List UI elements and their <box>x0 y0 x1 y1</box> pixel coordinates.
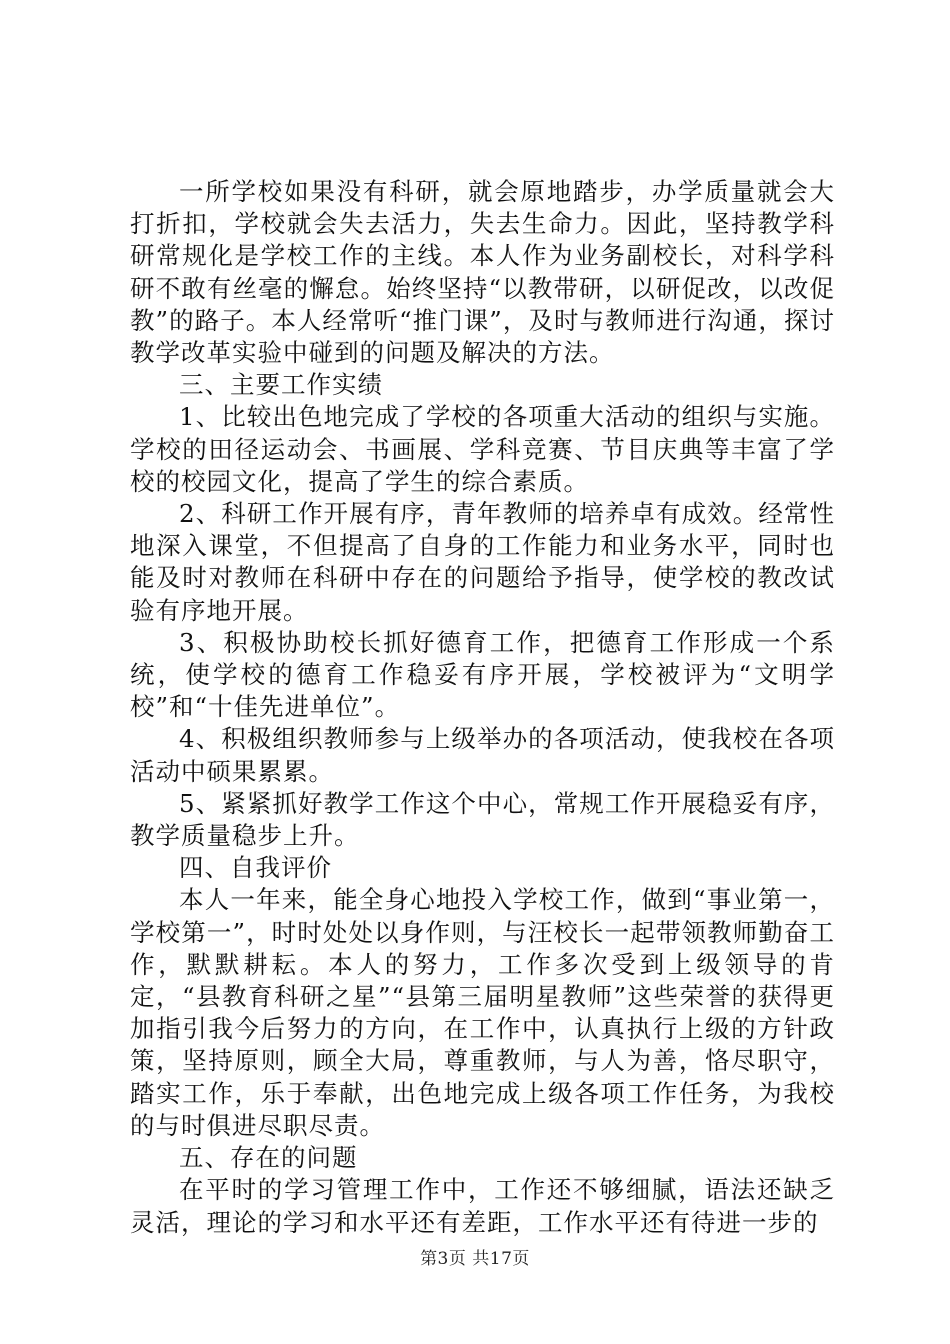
paragraph-achievement-4: 4、积极组织教师参与上级举办的各项活动，使我校在各项活动中硕果累累。 <box>130 724 835 786</box>
page-number-footer: 第3页 共17页 <box>420 1249 530 1269</box>
document-body <box>130 176 835 1239</box>
section-heading-self-evaluation: 四、自我评价 <box>179 853 332 883</box>
paragraph-achievement-3: 3、积极协助校长抓好德育工作，把德育工作形成一个系统，使学校的德育工作稳妥有序开展，学校被评为“文明学校”和“十佳先进单位”。 <box>130 627 835 722</box>
paragraph-achievement-1: 1、比较出色地完成了学校的各项重大活动的组织与实施。学校的田径运动会、书画展、学科竞赛、节目庆典等丰富了学校的校园文化，提高了学生的综合素质。 <box>130 402 835 496</box>
paragraph-achievement-5: 5、紧紧抓好教学工作这个中心，常规工作开展稳妥有序，教学质量稳步上升。 <box>130 788 835 851</box>
paragraph-self-evaluation: 本人一年来，能全身心地投入学校工作，做到“事业第一，学校第一”，时时处处以身作则，与汪校长一起带领教师勤奋工作，默默耕耘。本人的努力，工作多次受到上级领导的肯定，“县教育科研之星”“县第三届明星教师”这些荣誉的获得更加指引我今后努力的方向，在工作中，认真执行上级的方针政策，坚持原则，顾全大局，尊重教师，与人为善，恪尽职守，踏实工作，乐于奉献，出色地完成上级各项工作任务，为我校的与时俱进尽职尽责。 <box>130 885 835 1140</box>
paragraph-achievement-2: 2、科研工作开展有序，青年教师的培养卓有成效。经常性地深入课堂，不但提高了自身的工作能力和业务水平，同时也能及时对教师在科研中存在的问题给予指导，使学校的教改试验有序地开展。 <box>130 499 835 625</box>
paragraph-problems: 在平时的学习管理工作中，工作还不够细腻，语法还缺乏灵活，理论的学习和水平还有差距，工作水平还有待进一步的 <box>130 1175 835 1237</box>
section-heading-problems: 五、存在的问题 <box>179 1143 358 1173</box>
section-heading-achievements: 三、主要工作实绩 <box>179 370 383 400</box>
paragraph-research: 一所学校如果没有科研，就会原地踏步，办学质量就会大打折扣，学校就会失去活力，失去生命力。因此，坚持教学科研常规化是学校工作的主线。本人作为业务副校长，对科学科研不敢有丝毫的懈怠。始终坚持“以教带研，以研促改，以改促教”的路子。本人经常听“推门课”，及时与教师进行沟通，探讨教学改革实验中碰到的问题及解决的方法。 <box>130 177 835 368</box>
